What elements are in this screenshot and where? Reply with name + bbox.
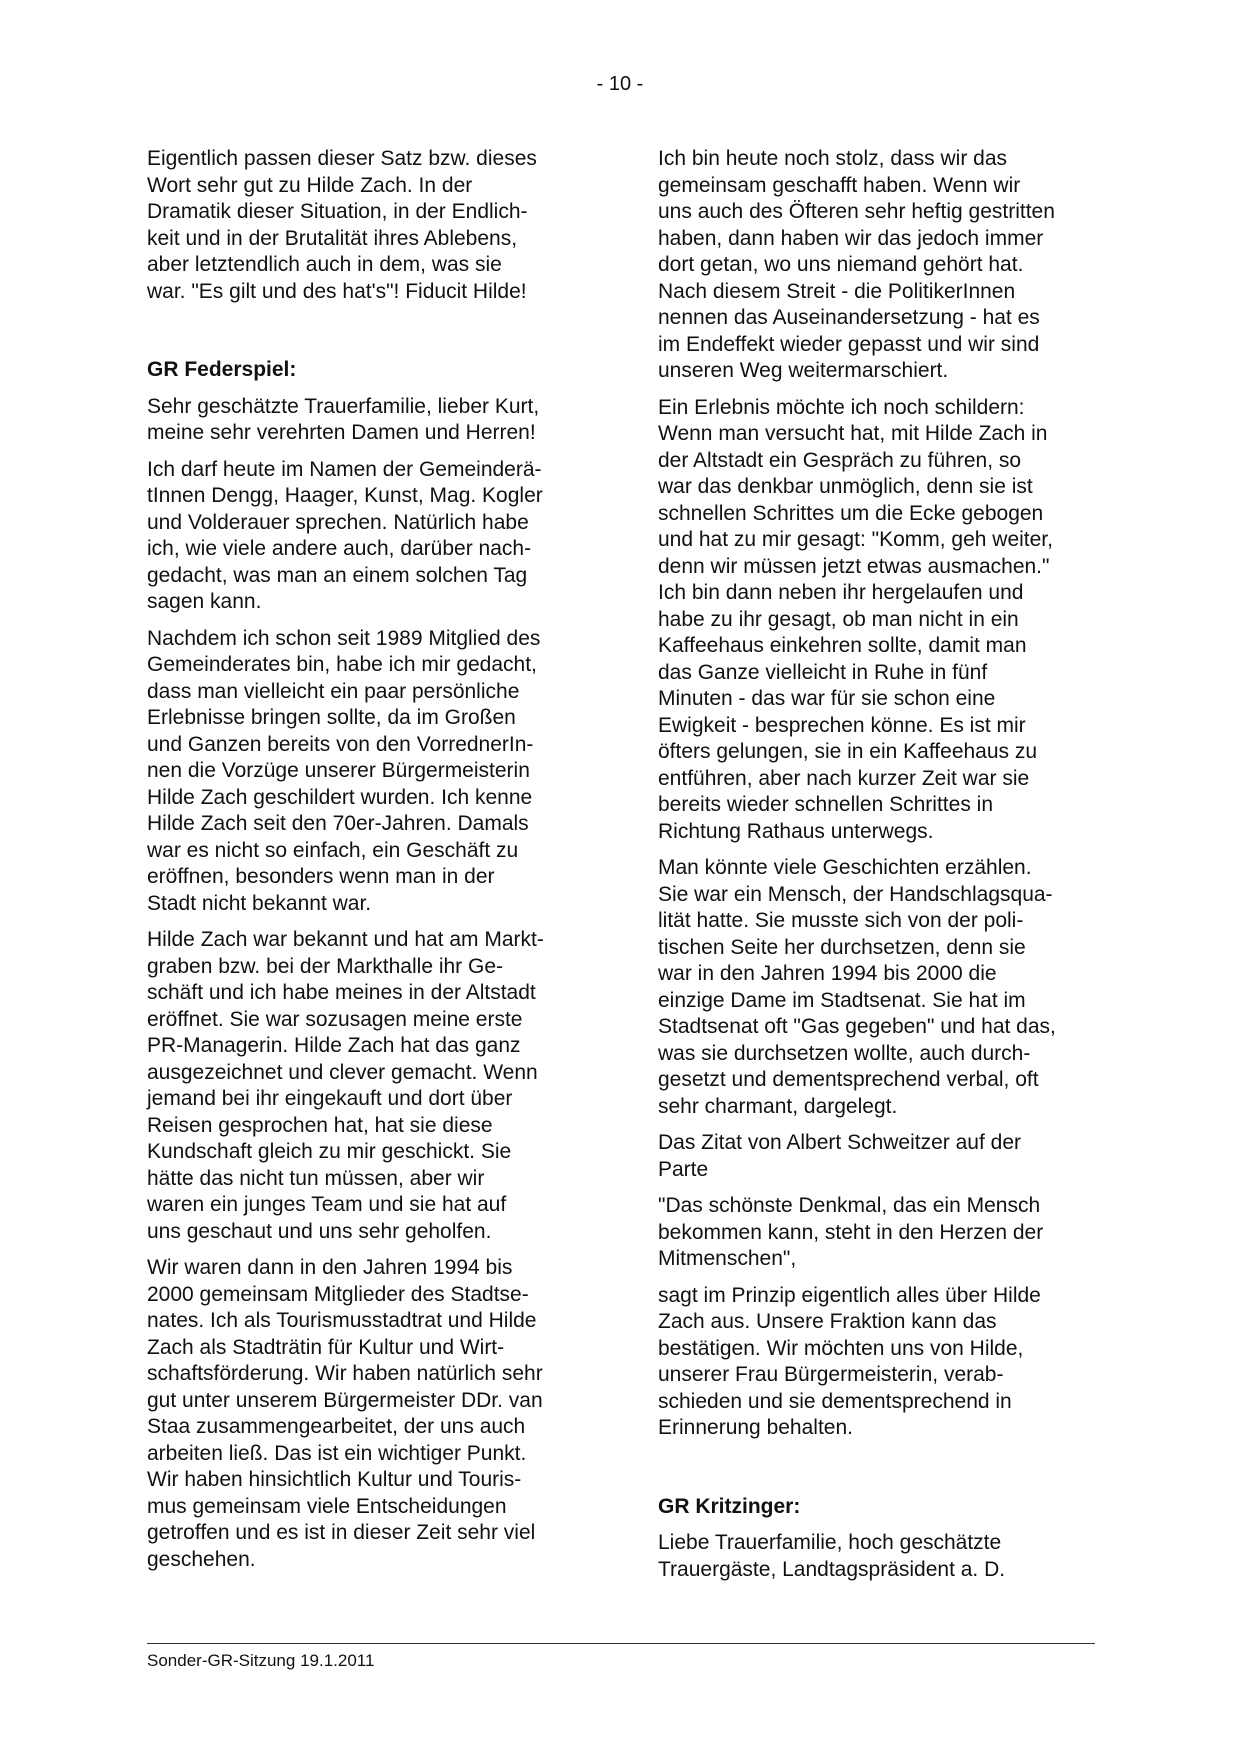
schweitzer-quote: "Das schönste Denkmal, das ein Mensch bekommen kann, steht in den Herzen der Mitmenschen", bbox=[658, 1194, 1044, 1270]
speaker-heading-federspiel: GR Federspiel: bbox=[147, 358, 297, 381]
paragraph: Nachdem ich schon seit 1989 Mitglied des Gemeinderates bin, habe ich mir gedacht, dass man vielleicht ein paar persönliche Erlebnisse bringen sollte, da im Großen und Ganzen bereits von den VorrednerIn- nen die Vorzüge unserer Bürgermeisterin Hilde Zach geschildert wurden. Ich kenne Hilde Zach seit den 70er-Jahren. Damals war es nicht so einfach, ein Geschäft zu eröffnen, besonders wenn man in der Stadt nicht bekannt war. bbox=[147, 626, 541, 915]
paragraph: Das Zitat von Albert Schweitzer auf der Parte bbox=[658, 1131, 1021, 1181]
paragraph: Ein Erlebnis möchte ich noch schildern: Wenn man versucht hat, mit Hilde Zach in der Altstadt ein Gespräch zu führen, so war das denkbar unmöglich, denn sie ist schnellen Schrittes um die Ecke gebogen und hat zu mir gesagt: "Komm, geh weiter, denn wir müssen jetzt etwas ausmachen." Ich bin dann neben ihr hergelaufen und habe zu ihr gesagt, ob man nicht in ein Kaffeehaus einkehren sollte, damit man das Ganze vielleicht in Ruhe in fünf Minuten - das war für sie schon eine Ewigkeit - besprechen könne. Es ist mir öfters gelungen, sie in ein Kaffeehaus zu entführen, aber nach kurzer Zeit war sie bereits wieder schnellen Schrittes in Richtung Rathaus unterwegs. bbox=[658, 395, 1053, 843]
paragraph: Hilde Zach war bekannt und hat am Markt- graben bzw. bei der Markthalle ihr Ge- schäft und ich habe meines in der Altstadt eröffnet. Sie war sozusagen meine erste PR-Managerin. Hilde Zach hat das ganz ausgezeichnet und clever gemacht. Wenn jemand bei ihr eingekauft und dort über Reisen gesprochen hat, hat sie diese Kundschaft gleich zu mir geschickt. Sie hätte das nicht tun müssen, aber wir waren ein junges Team und sie hat auf uns geschaut und uns sehr geholfen. bbox=[147, 928, 544, 1243]
right-column bbox=[658, 146, 1128, 1593]
paragraph: Ich bin heute noch stolz, dass wir das gemeinsam geschafft haben. Wenn wir uns auch des Öfteren sehr heftig gestritten haben, dann haben wir das jedoch immer dort getan, wo uns niemand gehört hat. Nach diesem Streit - die PolitikerInnen nennen das Auseinandersetzung - hat es im Endeffekt wieder gepasst und wir sind unseren Weg weitermarschiert. bbox=[658, 147, 1055, 382]
footer-text: Sonder-GR-Sitzung 19.1.2011 bbox=[147, 1651, 375, 1670]
footer-divider bbox=[147, 1643, 1095, 1644]
paragraph: sagt im Prinzip eigentlich alles über Hilde Zach aus. Unsere Fraktion kann das bestätigen. Wir möchten uns von Hilde, unserer Frau Bürgermeisterin, verab- schieden und sie dementsprechend in Erinnerung behalten. bbox=[658, 1283, 1041, 1439]
paragraph: Ich darf heute im Namen der Gemeinderä- tInnen Dengg, Haager, Kunst, Mag. Kogler und Volderauer sprechen. Natürlich habe ich, wie viele andere auch, darüber nach- gedacht, was man an einem solchen Tag sagen kann. bbox=[147, 457, 543, 613]
page-number: - 10 - bbox=[596, 73, 644, 95]
left-column bbox=[147, 146, 617, 1583]
section-gap bbox=[658, 1452, 1128, 1494]
speaker-heading-kritzinger: GR Kritzinger: bbox=[658, 1494, 801, 1518]
paragraph: Wir waren dann in den Jahren 1994 bis 2000 gemeinsam Mitglieder des Stadtse- nates. Ich als Tourismusstadtrat und Hilde Zach als Stadträtin für Kultur und Wirt- schaftsförderung. Wir haben natürlich sehr gut unter unserem Bürgermeister DDr. van Staa zusammengearbeitet, der uns auch arbeiten ließ. Das ist ein wichtiger Punkt. Wir haben hinsichtlich Kultur und Touris- mus gemeinsam viele Entscheidungen getroffen und es ist in dieser Zeit sehr viel geschehen. bbox=[147, 1256, 543, 1571]
paragraph: Liebe Trauerfamilie, hoch geschätzte Trauergäste, Landtagspräsident a. D. bbox=[658, 1531, 1006, 1581]
paragraph: Sehr geschätzte Trauerfamilie, lieber Kurt, meine sehr verehrten Damen und Herren! bbox=[147, 394, 540, 444]
paragraph: Man könnte viele Geschichten erzählen. Sie war ein Mensch, der Handschlagsqua- lität hatte. Sie musste sich von der poli- tischen Seite her durchsetzen, denn sie war in den Jahren 1994 bis 2000 die einzige Dame im Stadtsenat. Sie hat im Stadtsenat oft "Gas gegeben" und hat das, was sie durchsetzen wollte, auch durch- gesetzt und dementsprechend verbal, oft sehr charmant, dargelegt. bbox=[658, 856, 1056, 1118]
intro-paragraph: Eigentlich passen dieser Satz bzw. dieses Wort sehr gut zu Hilde Zach. In der Dramatik dieser Situation, in der Endlich- keit und in der Brutalität ihres Ablebens, aber letztendlich auch in dem, was sie war. "Es gilt und des hat's"! Fiducit Hilde! bbox=[147, 147, 537, 303]
section-gap bbox=[147, 315, 617, 357]
